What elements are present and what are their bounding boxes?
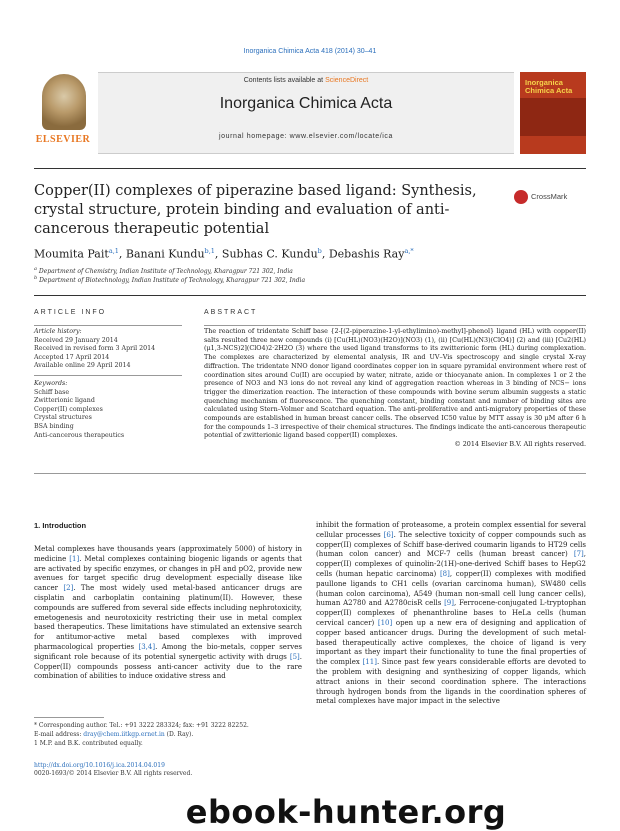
reference-link[interactable]: [5] (289, 652, 300, 661)
body-text: inhibit the formation of proteasome, a protein complex essential for several cellular processes (316, 521, 586, 539)
body-text: . Metal complexes containing biogenic ligands or agents that are activated by specific enzymes, or changes in pH and pO2, provide new avenues for target specific drug development especially disease like cancer (34, 554, 302, 593)
body-text: open up a new era of designing and application of copper based anticancer drugs. During the development of such metal-based therapeutically active complexes, the choice of ligand is very important as they impart their functionality to tune the final properties of the complex (316, 618, 586, 667)
body-text: , copper(II) complexes with modified paullone ligands to CH1 cells (ovarian carcinoma human), SW480 cells (human colon carcinoma), A549 (human non-small cell lung cancer cells), human A2780 and A2780cisR cells (316, 569, 586, 608)
keywords: Keywords: Schiff base Zwitterionic ligand Copper(II) complexes Crystal structures BSA binding Anti-cancerous therapeutics (34, 380, 184, 440)
reference-link[interactable]: [2] (63, 584, 74, 593)
author-name[interactable]: Banani Kundu (125, 247, 205, 261)
body-text: . The selective toxicity of copper compounds such as copper(II) complexes of Schiff base-derived coumarin ligands to HT29 cells (human colon cancer) and MCF-7 cells (human breast cancer) (316, 530, 586, 559)
reference-link[interactable]: [7] (573, 550, 584, 559)
body-text: , Ferrocene-conjugated L-tryptophan copper(II) complexes of phenanthroline bases to HeLa cells (human cervical cancer) (316, 599, 586, 627)
history-item: Available online 29 April 2014 (34, 362, 131, 370)
journal-banner (98, 72, 514, 154)
keyword: Zwitterionic ligand (34, 397, 95, 405)
intro-column-2 (316, 521, 586, 707)
journal-citation[interactable]: Inorganica Chimica Acta 418 (2014) 30–41 (243, 48, 377, 55)
contents-line: Contents lists available at ScienceDirect (243, 77, 369, 84)
article-title: Copper(II) complexes of piperazine based ligand: Synthesis, crystal structure, protein binding and evaluation of anti-cancerous therapeutic potential (34, 183, 477, 237)
journal-cover-image[interactable] (520, 72, 586, 154)
reference-link[interactable]: [1] (69, 554, 80, 563)
keyword: Anti-cancerous therapeutics (34, 431, 125, 439)
affiliation: $^a$ Department of Chemistry, Indian Institute of Technology, Kharagpur 721 302, India (34, 266, 293, 275)
crossmark-icon (514, 190, 528, 204)
history-item: Accepted 17 April 2014 (34, 353, 110, 361)
doi-link[interactable]: http://dx.doi.org/10.1016/j.ica.2014.04.019 (34, 762, 165, 769)
journal-title: Inorganica Chimica Acta (219, 95, 393, 112)
body-text: . Since past few years considerable efforts are devoted to the problem with designing and synthesizing of copper ligands, which attract anions in their second coordination sphere. The interactions through hydrogen bonds from the ligands in the coordination spheres of metal complexes have major impact in the selective (316, 658, 586, 706)
reference-link[interactable]: [9] (444, 599, 454, 608)
article-info-heading: ARTICLE INFO (34, 309, 107, 316)
abstract-body (204, 327, 586, 449)
sciencedirect-link[interactable]: ScienceDirect (325, 77, 369, 84)
author-list: Moumita Pait$^{a,1}$, Banani Kundu$^{b,1}$, Subhas C. Kundu$^b$, Debashis Ray$^{a,*}$ (34, 247, 414, 261)
crossmark-badge[interactable]: CrossMark (514, 190, 594, 206)
keyword: Schiff base (34, 388, 70, 396)
issn-line: 0020-1693/© 2014 Elsevier B.V. All rights reserved. (34, 770, 193, 777)
doi-block (34, 762, 192, 778)
affiliation: $^b$ Department of Biotechnology, Indian Institute of Technology, Kharagpur 721 302, India (34, 275, 306, 284)
keyword: BSA binding (34, 422, 74, 430)
elsevier-tree-icon (42, 74, 86, 130)
section-heading: 1. Introduction (34, 521, 87, 530)
history-item: Received in revised form 3 April 2014 (34, 345, 156, 353)
footnote-email: E-mail address: dray@chem.iitkgp.ernet.in (D. Ray). (34, 731, 194, 738)
email-link[interactable]: dray@chem.iitkgp.ernet.in (83, 731, 165, 738)
cover-title: Inorganica Chimica Acta (525, 78, 573, 95)
reference-link[interactable]: [11] (362, 658, 377, 667)
elsevier-wordmark: ELSEVIER (35, 134, 91, 145)
reference-link[interactable]: [10] (377, 618, 393, 627)
author-name[interactable]: Subhas C. Kundu (221, 247, 318, 261)
keyword: Crystal structures (34, 414, 92, 422)
journal-header (34, 72, 586, 156)
elsevier-logo[interactable] (34, 72, 92, 150)
divider (34, 168, 586, 169)
intro-column-1 (34, 545, 302, 682)
divider (34, 295, 586, 296)
reference-link[interactable]: [6] (383, 530, 394, 539)
body-text: Metal complexes have thousands years (approximately 5000) of history in medicine (34, 545, 302, 563)
footnote-equal: 1 M.P. and B.K. contributed equally. (34, 740, 143, 747)
body-text: . Among the bio-metals, copper serves significant role because of its potential synergetic activity with drugs (34, 642, 302, 661)
abstract-heading: ABSTRACT (204, 309, 258, 316)
author-name[interactable]: Moumita Pait (34, 247, 109, 261)
author-name[interactable]: Debashis Ray (328, 247, 405, 261)
footnote-corresponding: * Corresponding author. Tel.: +91 3222 283324; fax: +91 3222 82252. (34, 722, 249, 729)
keyword: Copper(II) complexes (34, 405, 103, 413)
body-text: , copper(II) complexes of quinolin-2(1H)-one-derived Schiff bases to HepG2 cells (human hepatic carcinoma) (316, 550, 586, 578)
watermark: ebook-hunter.org (185, 793, 507, 831)
reference-link[interactable]: [3,4] (138, 642, 156, 651)
body-text: . Copper(II) compounds possess anti-cancer activity due to the rare combination of abilities to induce oxidative stress and (34, 652, 302, 681)
abstract-copyright: © 2014 Elsevier B.V. All rights reserved. (454, 440, 586, 449)
history-item: Received 29 January 2014 (34, 336, 118, 344)
journal-homepage[interactable]: journal homepage: www.elsevier.com/locate/ica (218, 133, 394, 140)
abstract-text: The reaction of tridentate Schiff base {2-[(2-piperazine-1-yl-ethylimino)-methyl]-phenol} ligand (HL) with copper(II) salts resulted three new compounds (i) [Cu(HL)(NO3)(H2O)](NO3) (1), (ii) [Cu(HL)(N3)(ClO4)] (2) and (iii) [Cu2(HL)(μ1,3-NCS)2](ClO4)2·2H2O (3) where the used ligand transforms to its zwitterionic form (HL) during complexation. The complexes are characterized by elemental analysis, IR and UV–Vis spectroscopy and single crystal X-ray diffraction. The tridentate NNO donor ligand coordinates copper ion in square pyramidal environment where rest of coordination sites around Cu(II) are occupied by water, nitrate, azide or thiocyanate anion. In complexes 1 or 2 the presence of NO3 and N3 ions do not reveal any kind of aggregation reaction whereas in 3 binding of NCS− ions trigger the dimerization reaction. The interaction of these compounds with bovine serum albumin suggests a static quenching mechanism of fluorescence. The quenching constant, binding constant and number of binding sites are calculated using Stern–Volmer and Scatchard equation. The anti-proliferative and anti-migratory properties of these compounds are established in human breast cancer cells. The observed IC50 value by MTT assay is 30 μM after 6 h for the compounds 1–3 irrespective of their chemical structures. The findings indicate the anti-cancerous therapeutic potential of zwitterionic ligand based copper(II) complexes. (204, 327, 586, 440)
reference-link[interactable]: [8] (439, 569, 450, 578)
article-history: Article history: Received 29 January 2014 Received in revised form 3 April 2014 Accepted 17 April 2014 Available online 29 April 2014 (34, 328, 184, 371)
body-text: . The most widely used metal-based anticancer drugs are cisplatin and carboplatin containing platinum(II). However, these compounds are suffered from several side effects including nephrotoxicity, emetogenesis and neurotoxicity restricting their use in metal complex based therapeutics. These limitations have stimulated an extensive search for antitumor-active metal based complexes with improved pharmacological properties (34, 584, 302, 651)
